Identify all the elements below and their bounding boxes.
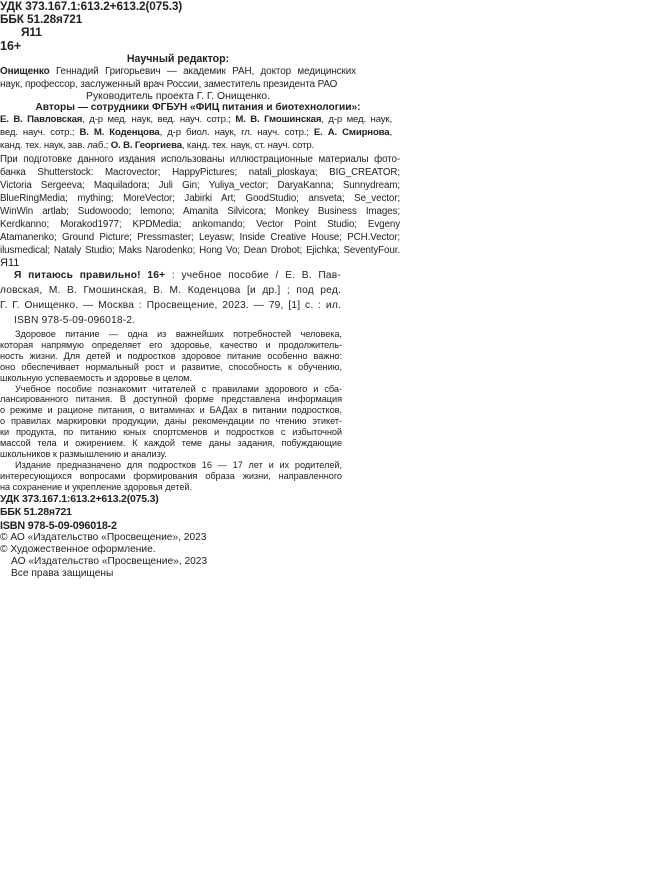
annotation-paragraph-2: Учебное пособие познакомит читателей с правилами здорового и сба- лансированного питания. В доступной форме представлена информация о режиме и рационе питания, о витаминах и БАДах в питании подростков, о правилах маркировки продукции, даны рекомендации по чтению этикет- ки продукта, по питанию юных спортсменов и подростков с избыточной массой тела и ожирением. К каждой теме даны задания, побуждающие школьников к размышлению и анализу. — [0, 383, 342, 459]
classification-block-top — [0, 0, 650, 39]
age-restriction-badge: 16+ — [0, 39, 22, 53]
author-sign-margin: Я11 — [0, 257, 20, 270]
author-sign: Я11 — [21, 25, 42, 39]
udk-code: УДК 373.167.1:613.2+613.2(075.3) — [0, 0, 183, 13]
bbk-code: ББК 51.28я721 — [0, 12, 83, 26]
copyright-block: © АО «Издательство «Просвещение», 2023 © Художественное оформление. АО «Издательство «Просвещение», 2023 Все права защищены — [0, 531, 208, 580]
science-editor-description: Онищенко Геннадий Григорьевич — академик РАН, доктор медицинских наук, профессор, заслуженный врач России, заместитель президента РАО — [0, 66, 356, 90]
project-lead-line: Руководитель проекта Г. Г. Онищенко. — [86, 91, 270, 102]
photo-credits-paragraph: При подготовке данного издания использованы иллюстрационные материалы фото- банка Shutterstock: Macrovector; HappyPictures; natali_ploskaya; BIG_CREATOR; Victoria Sergeeva; Maquiladora; Juli Gin; Yuliya_vector; DaryaKanna; Sunnydream; BlueRingMedia; mything; MoreVector; Jabirki Art; GoodStudio; ansveta; Se_vector; WinWin artlab; Sudowoodo; lemono; Amanita Silvicora; Monkey Business Images; Kerdkanno; Morakod1977; KPDMedia; ankomando; Vector Point Studio; Evgeny Atamanenko; Ground Picture; Pressmaster; Leyasw; Inside Creative House; PCH.Vector; ilusmedical; Nataly Studio; Maks Narodenko; Hong Vo; Dean Drobot; Ejichka; SeventyFour. — [0, 153, 400, 257]
udk-code-bottom: УДК 373.167.1:613.2+613.2(075.3) — [0, 492, 159, 505]
science-editor-heading: Научный редактор: — [126, 53, 230, 65]
isbn-number: ISBN 978-5-09-096018-2 — [0, 519, 117, 532]
authors-list: Е. В. Павловская, д-р мед. наук, вед. науч. сотр.; М. В. Гмошинская, д-р мед. наук, вед. науч. сотр.; В. М. Коденцова, д-р биол. наук, гл. науч. сотр.; Е. А. Смирнова, канд. тех. наук, зав. лаб.; О. В. Георгиева, канд. тех. наук, ст. науч. сотр. — [0, 114, 392, 152]
annotation-paragraph-3: Издание предназначено для подростков 16 — 17 лет и их родителей, интересующихся вопросами формирования образа жизни, направленного на сохранение и укрепление здоровья детей. — [0, 459, 342, 492]
annotation-paragraph-1: Здоровое питание — одна из важнейших потребностей человека, которая напрямую определяет его здоровье, качество и продолжитель- ность жизни. Для детей и подростков здоровое питание особенно важно: оно обеспечивает нормальный рост и развитие, способность к обучению, школьную успеваемость и здоровье в целом. — [0, 328, 342, 383]
annotation-block — [0, 329, 342, 493]
classification-block-bottom — [0, 493, 650, 520]
bbk-code-bottom: ББК 51.28я721 — [0, 506, 72, 519]
authors-heading: Авторы — сотрудники ФГБУН «ФИЦ питания и биотехнологии»: — [35, 102, 361, 113]
bibliographic-entry: Я питаюсь правильно! 16+ : учебное пособие / Е. В. Пав- ловская, М. В. Гмошинская, В. М. Коденцова [и др.] ; под ред. Г. Г. Онищенко. — Москва : Просвещение, 2023. — 79, [1] с. : ил. ISBN 978-5-09-096018-2. — [0, 270, 342, 327]
